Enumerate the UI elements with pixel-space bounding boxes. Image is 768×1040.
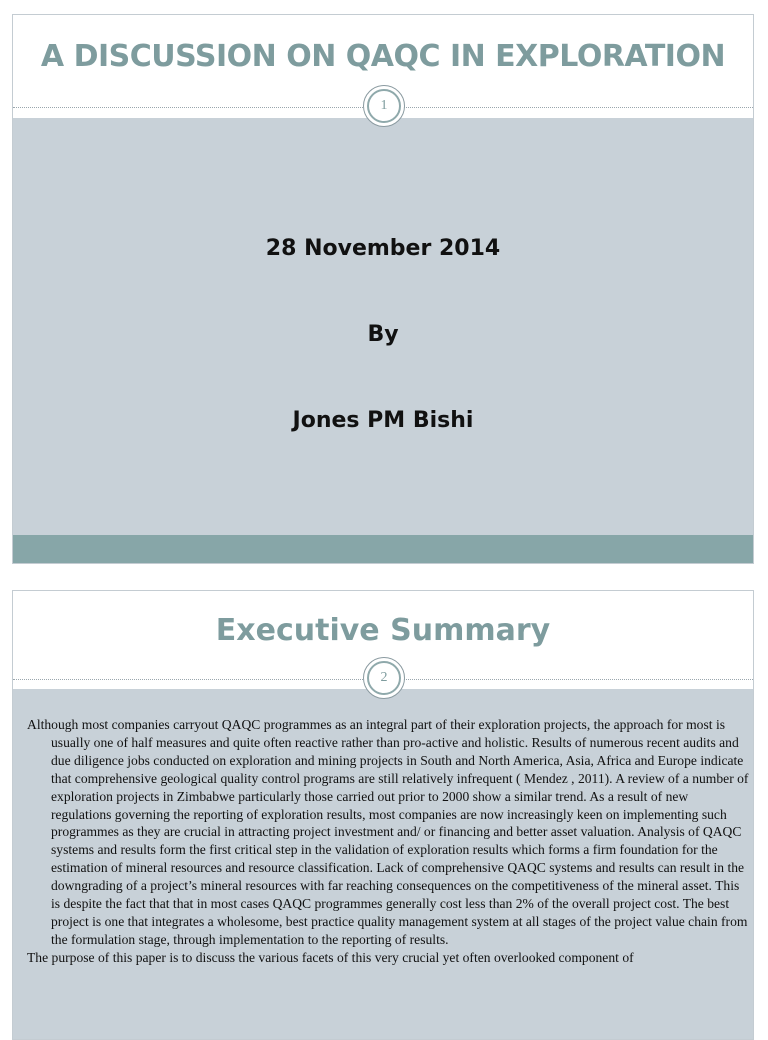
summary-paragraph: The purpose of this paper is to discuss the various facets of this very crucial yet often overlooked component of [27, 949, 634, 965]
slide-number: 1 [367, 89, 401, 123]
author-name: Jones PM Bishi [292, 408, 474, 433]
slide-title: A DISCUSSION ON QAQC IN EXPLORATION [40, 39, 726, 74]
slide-number: 2 [367, 661, 401, 695]
footer-band [13, 535, 753, 563]
summary-text [27, 716, 749, 967]
summary-paragraph: Although most companies carryout QAQC programmes as an integral part of their exploration projects, the approach for most is usually one of half measures and quite often reactive rather than pro-active and holistic. Results of numerous recent audits and due diligence jobs conducted on exploration and mining projects in South and North America, Asia, Africa and Europe indicate that comprehensive geological quality control programs are still relatively infrequent ( Mendez , 2011). A review of a number of exploration projects in Zimbabwe particularly those carried out prior to 2000 show a similar trend. As a result of new regulations governing the reporting of exploration results, most companies are now increasingly keen on implementing such programmes as they are crucial in attracting project investment and/ or financing and better asset valuation. Analysis of QAQC systems and results form the first critical step in the validation of exploration results which forms a firm foundation for the estimation of mineral resources and resource classification. Lack of comprehensive QAQC systems and results can result in the downgrading of a project’s mineral resources with far reaching consequences on the competitiveness of the mineral asset. This is despite the fact that that in most cases QAQC programmes generally cost less than 2% of the overall project cost. The best project is one that integrates a wholesome, best practice quality management system at all stages of the project value chain from the formulation stage, through implementation to the reporting of results. [27, 717, 749, 947]
by-label: By [367, 322, 399, 347]
summary-slide [12, 590, 754, 1040]
slide-number-badge [363, 657, 405, 699]
slide-title: Executive Summary [215, 613, 551, 648]
presentation-date: 28 November 2014 [265, 236, 501, 261]
title-slide [12, 14, 754, 564]
slide-number-badge [363, 85, 405, 127]
